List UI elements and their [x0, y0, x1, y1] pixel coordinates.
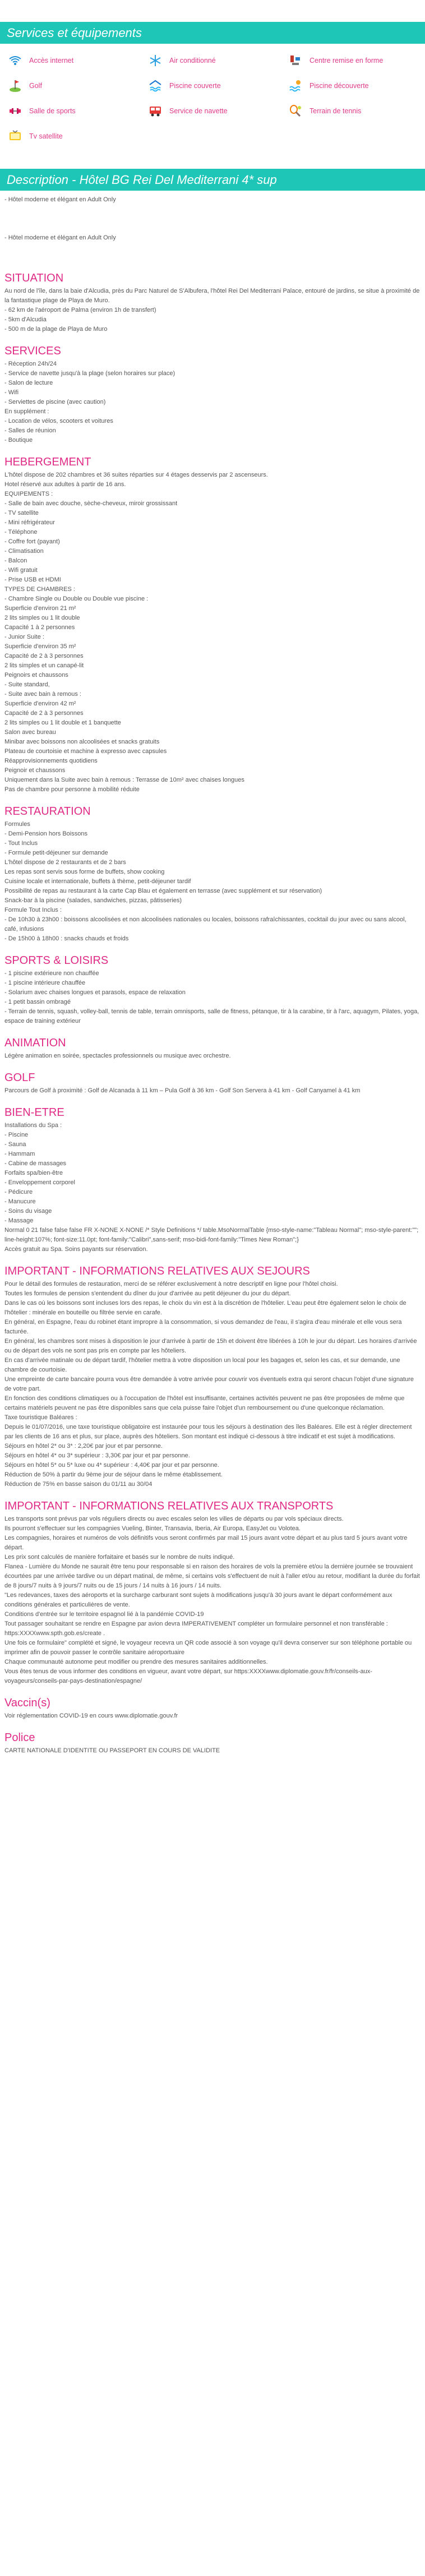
snowflake-icon	[148, 53, 163, 68]
amenity-label: Piscine couverte	[169, 82, 221, 90]
section-line: - Junior Suite :	[4, 634, 44, 640]
section	[4, 1698, 421, 1721]
section-line: L'hôtel dispose de 2 restaurants et de 2 bars	[4, 859, 126, 866]
section-heading: Vaccin(s)	[4, 1697, 50, 1709]
section-line: Snack-bar à la piscine (salades, sandwiches, pizzas, pâtisseries)	[4, 897, 182, 904]
amenities-banner	[0, 22, 425, 44]
section-line: - 1 petit bassin ombragé	[4, 999, 71, 1005]
section-line: Chaque communauté autonome peut modifier ou prendre des mesures sanitaires additionnelles.	[4, 1659, 268, 1665]
section	[4, 274, 421, 334]
amenity-internet	[8, 53, 148, 68]
section-line: Normal 0 21 false false false FR X-NONE X-NONE /* Style Definitions */ table.MsoNormalTable {mso-style-name:"Tableau Normal"; mso-style-parent:""; line-height:107%; font-size:11.0pt; font-family:"Calibri",sans-serif; mso-bidi-font-family:"Times New Roman";}	[4, 1227, 419, 1243]
amenity-label: Salle de sports	[29, 107, 76, 115]
section-line: - Enveloppement corporel	[4, 1179, 75, 1186]
section	[4, 807, 421, 944]
section-heading: SERVICES	[4, 345, 61, 357]
section-line: Les compagnies, horaires et numéros de vols définitifs vous seront confirmés par mail 15 jours avant votre départ et au plus tard 5 jours avant votre départ.	[4, 1535, 408, 1551]
section-line: Vous êtes tenus de vous informer des conditions en vigueur, avant votre départ, sur https:XXXXwww.diplomatie.gouv.fr/fr/conseils-aux-voyageurs/conseils-par-pays-destination/espagne/	[4, 1668, 372, 1684]
section-line: Conditions d'entrée sur le territoire espagnol lié à la pandémie COVID-19	[4, 1611, 204, 1618]
section-line: - 1 piscine extérieure non chauffée	[4, 970, 99, 977]
intro-line: - Hôtel moderne et élégant en Adult Only	[4, 196, 116, 203]
amenity-label: Service de navette	[169, 107, 228, 115]
section-line: CARTE NATIONALE D'IDENTITE OU PASSEPORT EN COURS DE VALIDITE	[4, 1747, 220, 1754]
amenity-label: Tv satellite	[29, 132, 63, 140]
section-line: - Réception 24h/24	[4, 361, 57, 367]
section-line: Réduction de 75% en basse saison du 01/11 au 30/04	[4, 1481, 153, 1488]
amenity-covered-pool	[148, 78, 288, 94]
section	[4, 956, 421, 1026]
section-line: 2 lits simples et un canapé-lit	[4, 662, 84, 669]
section-line: - Location de vélos, scooters et voitures	[4, 418, 113, 424]
golf-icon	[8, 79, 22, 93]
section-line: Superficie d'environ 35 m²	[4, 643, 76, 650]
section-line: - Coffre fort (payant)	[4, 538, 60, 545]
section-line: - 500 m de la plage de Playa de Muro	[4, 326, 108, 333]
tennis-icon	[288, 104, 303, 118]
section-line: - Formule petit-déjeuner sur demande	[4, 850, 108, 856]
section-line: Capacité 1 à 2 personnes	[4, 624, 75, 631]
section-line: Toutes les formules de pension s'entendent du dîner du jour d'arrivée au petit déjeuner du jour du départ.	[4, 1290, 291, 1297]
section-line: - Cabine de massages	[4, 1160, 67, 1167]
section-line: - Suite standard,	[4, 681, 50, 688]
shuttle-bus-icon	[148, 104, 163, 118]
amenity-label: Accès internet	[29, 57, 74, 64]
amenity-label: Air conditionné	[169, 57, 216, 64]
section-line: - Sauna	[4, 1141, 26, 1148]
amenity-label: Golf	[29, 82, 42, 90]
amenity-fitness	[288, 53, 417, 68]
section-line: Superficie d'environ 21 m²	[4, 605, 76, 612]
section-line: - Solarium avec chaises longues et parasols, espace de relaxation	[4, 989, 186, 996]
section-heading: ANIMATION	[4, 1037, 66, 1049]
section-line: - Téléphone	[4, 529, 38, 535]
section	[4, 1733, 421, 1756]
section-line: Pas de chambre pour personne à mobilité réduite	[4, 786, 140, 793]
section-line: Hotel réservé aux adultes à partir de 16 ans.	[4, 481, 126, 488]
section-line: Accès gratuit au Spa. Soins payants sur réservation.	[4, 1246, 148, 1253]
amenity-label: Terrain de tennis	[309, 107, 362, 115]
section-line: Au nord de l'île, dans la baie d'Alcudia, près du Parc Naturel de S'Albufera, l'hôtel Rei Del Mediterrani Palace, entouré de jardins, se situe à proximité de la fantastique plage de Playa de Muro.	[4, 288, 420, 304]
section-line: - Pédicure	[4, 1189, 33, 1195]
section-line: - Boutique	[4, 437, 33, 444]
section-line: 2 lits simples ou 1 lit double	[4, 615, 80, 621]
section-line: - Tout Inclus	[4, 840, 38, 847]
section-line: En supplément :	[4, 408, 49, 415]
outdoor-pool-icon	[288, 79, 303, 93]
section-heading: Police	[4, 1732, 35, 1744]
amenity-outdoor-pool	[288, 78, 417, 94]
section	[4, 1108, 421, 1254]
section-line: TYPES DE CHAMBRES :	[4, 586, 75, 593]
section-line: - Service de navette jusqu'à la plage (selon horaires sur place)	[4, 370, 175, 377]
section-line: - Salle de bain avec douche, sèche-cheveux, miroir grossissant	[4, 500, 178, 507]
wifi-icon	[8, 53, 22, 68]
section-line: Une fois ce formulaire" complété et signé, le voyageur recevra un QR code associé à son voyage qu'il devra conserver sur son téléphone portable ou imprimer afin de pouvoir passer le contrôle sanitaire aéroportuaire	[4, 1640, 412, 1656]
amenity-golf	[8, 78, 148, 94]
section-line: - Wifi	[4, 389, 19, 396]
section-line: - De 15h00 à 18h00 : snacks chauds et froids	[4, 935, 129, 942]
section	[4, 1038, 421, 1061]
section-heading: SPORTS & LOISIRS	[4, 954, 109, 967]
section-line: Capacité de 2 à 3 personnes	[4, 710, 84, 717]
section-line: 2 lits simples ou 1 lit double et 1 banquette	[4, 719, 121, 726]
section	[4, 1267, 421, 1489]
section-line: Formules	[4, 821, 30, 828]
section-line: - Serviettes de piscine (avec caution)	[4, 399, 106, 405]
section-line: Peignoir et chaussons	[4, 767, 66, 774]
description-banner	[0, 169, 425, 191]
section-line: En fonction des conditions climatiques ou à l'occupation de l'hôtel est insuffisante, certaines activités peuvent ne pas être proposées de même que certains matériels peuvent ne pas être disponibles sans que cela puisse faire l'objet d'un remboursement ou d'une quelconque réclamation.	[4, 1395, 405, 1411]
section-line: Voir réglementation COVID-19 en cours www.diplomatie.gouv.fr	[4, 1712, 178, 1719]
amenities-title: Services et équipements	[7, 26, 142, 40]
amenity-ac	[148, 53, 288, 68]
section-line: Cuisine locale et internationale, buffets à thème, petit-déjeuner tardif	[4, 878, 191, 885]
section-line: Légère animation en soirée, spectacles professionnels ou musique avec orchestre.	[4, 1052, 231, 1059]
section-line: Dans le cas où les boissons sont incluses lors des repas, le choix du vin est à la discrétion de l'hôtelier. L'eau peut être également selon le choix de l'hôtelier : minérale en bouteille ou filtrée servie en carafe.	[4, 1300, 406, 1316]
section-line: - Salles de réunion	[4, 427, 56, 434]
section-line: Uniquement dans la Suite avec bain à remous : Terrasse de 10m² avec chaises longues	[4, 777, 244, 783]
section-line: Capacité de 2 à 3 personnes	[4, 653, 84, 659]
section-line: Depuis le 01/07/2016, une taxe touristique obligatoire est instaurée pour tous les séjours à destination des îles Baléares. Elle est à régler directement par les clients de 16 ans et plus, sur place, auprès des hôteliers. Son montant est indiqué ci-dessous à titre indicatif et est sujet à modifications.	[4, 1424, 412, 1440]
tv-icon	[8, 129, 22, 144]
section-line: En cas d'arrivée matinale ou de départ tardif, l'hôtelier mettra à votre disposition un local pour les bagages et, selon les cas, et sur demande, une chambre de courtoisie.	[4, 1357, 400, 1373]
section-line: - Balcon	[4, 557, 27, 564]
section-heading: IMPORTANT - INFORMATIONS RELATIVES AUX SEJOURS	[4, 1265, 310, 1277]
amenity-label: Centre remise en forme	[309, 57, 384, 64]
section-heading: IMPORTANT - INFORMATIONS RELATIVES AUX TRANSPORTS	[4, 1500, 334, 1512]
section-line: - TV satellite	[4, 510, 39, 516]
section	[4, 1073, 421, 1096]
section-line: - Suite avec bain à remous :	[4, 691, 81, 698]
section-line: Ils pourront s'effectuer sur les compagnies Vueling, Binter, Transavia, Iberia, Air Europa, EasyJet ou Volotea.	[4, 1525, 301, 1532]
section-line: Flanea - Lumière du Monde ne saurait être tenu pour responsable si en raison des horaires de vols la première et/ou la dernière journée se trouvaient écourtées par une arrivée tardive ou un départ matinal, de même, si certains vols s'effectuent de nuit à l'aller et/ou au retour, modifiant la durée du forfait de 8 jours/7 nuits à 9 jours/7 nuits ou de 15 jours / 14 nuits à 16 jours / 14 nuits.	[4, 1563, 420, 1589]
description-title: Description - Hôtel BG Rei Del Mediterrani 4* sup	[7, 173, 277, 187]
section-line: L'hôtel dispose de 202 chambres et 36 suites réparties sur 4 étages desservis par 2 ascenseurs.	[4, 472, 268, 478]
section-line: Superficie d'environ 42 m²	[4, 700, 76, 707]
section-heading: SITUATION	[4, 272, 64, 284]
section-line: Salon avec bureau	[4, 729, 56, 736]
section	[4, 347, 421, 445]
amenity-tv	[8, 128, 148, 144]
covered-pool-icon	[148, 79, 163, 93]
section-line: EQUIPEMENTS :	[4, 491, 53, 497]
amenity-shuttle	[148, 103, 288, 119]
amenity-gym	[8, 103, 148, 119]
section-line: - 1 piscine intérieure chauffée	[4, 980, 86, 986]
section-line: Séjours en hôtel 2* ou 3* : 2,20€ par jour et par personne.	[4, 1443, 163, 1449]
section-line: - Demi-Pension hors Boissons	[4, 830, 87, 837]
section-line: - Climatisation	[4, 548, 44, 555]
section-line: - 62 km de l'aéroport de Palma (environ 1h de transfert)	[4, 307, 156, 313]
amenity-tennis	[288, 103, 417, 119]
section-line: Taxe touristique Baléares :	[4, 1414, 77, 1421]
amenities-grid	[0, 44, 425, 144]
description-content	[0, 195, 425, 1756]
section-line: - Manucure	[4, 1198, 36, 1205]
section-line: Installations du Spa :	[4, 1122, 62, 1129]
section-line: - Terrain de tennis, squash, volley-ball, tennis de table, terrain omnisports, salle de fitness, pétanque, tir à la carabine, tir à l'arc, aquagym, Pilates, yoga, espace de training extérieur	[4, 1008, 419, 1024]
section-line: Les prix sont calculés de manière forfaitaire et basés sur le nombre de nuits indiqué.	[4, 1554, 235, 1561]
section-line: - Chambre Single ou Double ou Double vue piscine :	[4, 595, 149, 602]
section-line: - Wifi gratuit	[4, 567, 38, 574]
section-line: Parcours de Golf à proximité : Golf de Alcanada à 11 km – Pula Golf à 36 km - Golf Son Servera à 41 km - Golf Canyamel à 41 km	[4, 1087, 361, 1094]
section-line: - Piscine	[4, 1132, 29, 1138]
section-line: - Mini réfrigérateur	[4, 519, 55, 526]
section-line: Séjours en hôtel 4* ou 3* supérieur : 3,30€ par jour et par personne.	[4, 1452, 190, 1459]
section-line: Réapprovisionnements quotidiens	[4, 758, 98, 764]
intro-line: - Hôtel moderne et élégant en Adult Only	[4, 234, 116, 241]
sections-container	[4, 274, 421, 1756]
section-line: En général, en Espagne, l'eau du robinet étant impropre à la consommation, si vous demandez de l'eau, il s'agira d'eau minérale et elle vous sera facturée.	[4, 1319, 402, 1335]
section-line: Minibar avec boissons non alcoolisées et snacks gratuits	[4, 738, 160, 745]
section-line: Forfaits spa/bien-être	[4, 1170, 63, 1176]
gym-icon	[8, 104, 22, 118]
section	[4, 458, 421, 795]
section-line: - Hammam	[4, 1151, 35, 1157]
section-line: - Prise USB et HDMI	[4, 576, 61, 583]
section-line: Séjours en hôtel 5* ou 5* luxe ou 4* supérieur : 4,40€ par jour et par personne.	[4, 1462, 219, 1469]
section-line: Possibilité de repas au restaurant à la carte Cap Blau et également en terrasse (avec supplément et sur réservation)	[4, 888, 322, 894]
section-heading: BIEN-ETRE	[4, 1106, 64, 1119]
section-line: Peignoirs et chaussons	[4, 672, 68, 678]
section-line: - Massage	[4, 1217, 34, 1224]
section-heading: HEBERGEMENT	[4, 456, 91, 468]
section-line: Une empreinte de carte bancaire pourra vous être demandée à votre arrivée pour couvrir vos éventuels extra qui seront chacun l'objet d'une signature de votre part.	[4, 1376, 414, 1392]
section-line: - Salon de lecture	[4, 380, 53, 386]
dumbbell-icon	[288, 53, 303, 68]
section-line: "Les redevances, taxes des aéroports et la surcharge carburant sont sujets à modifications jusqu'à 30 jours avant le départ conformément aux conditions générales et particulières de vente.	[4, 1592, 392, 1608]
section-line: Plateau de courtoisie et machine à expresso avec capsules	[4, 748, 167, 755]
section-heading: RESTAURATION	[4, 805, 91, 818]
section-line: Formule Tout Inclus :	[4, 907, 62, 913]
section-line: - 5km d'Alcudia	[4, 316, 47, 323]
section-line: Tout passager souhaitant se rendre en Espagne par avion devra IMPERATIVEMENT compléter un formulaire personnel et non transférable : https:XXXXwww.spth.gob.es/create .	[4, 1621, 388, 1637]
section-line: En général, les chambres sont mises à disposition le jour d'arrivée à partir de 15h et doivent être libérées à 10h le jour du départ. Les horaires d'arrivée ou de départ des vols ne sont pas pris en compte par les hôteliers.	[4, 1338, 417, 1354]
section	[4, 1502, 421, 1686]
section-line: Les repas sont servis sous forme de buffets, show cooking	[4, 869, 165, 875]
section-line: Pour le détail des formules de restauration, merci de se référer exclusivement à notre descriptif en ligne pour l'hôtel choisi.	[4, 1281, 338, 1287]
section-line: Réduction de 50% à partir du 9ème jour de séjour dans le même établissement.	[4, 1471, 223, 1478]
section-heading: GOLF	[4, 1072, 35, 1084]
section-line: - De 10h30 à 23h00 : boissons alcoolisées et non alcoolisées nationales ou locales, boissons rafraîchissantes, cocktail du jour avec ou sans alcool, café, infusions	[4, 916, 406, 932]
section-line: Les transports sont prévus par vols réguliers directs ou avec escales selon les villes de départs ou par vols spéciaux directs.	[4, 1516, 344, 1522]
section-line: - Soins du visage	[4, 1208, 52, 1215]
amenity-label: Piscine découverte	[309, 82, 369, 90]
